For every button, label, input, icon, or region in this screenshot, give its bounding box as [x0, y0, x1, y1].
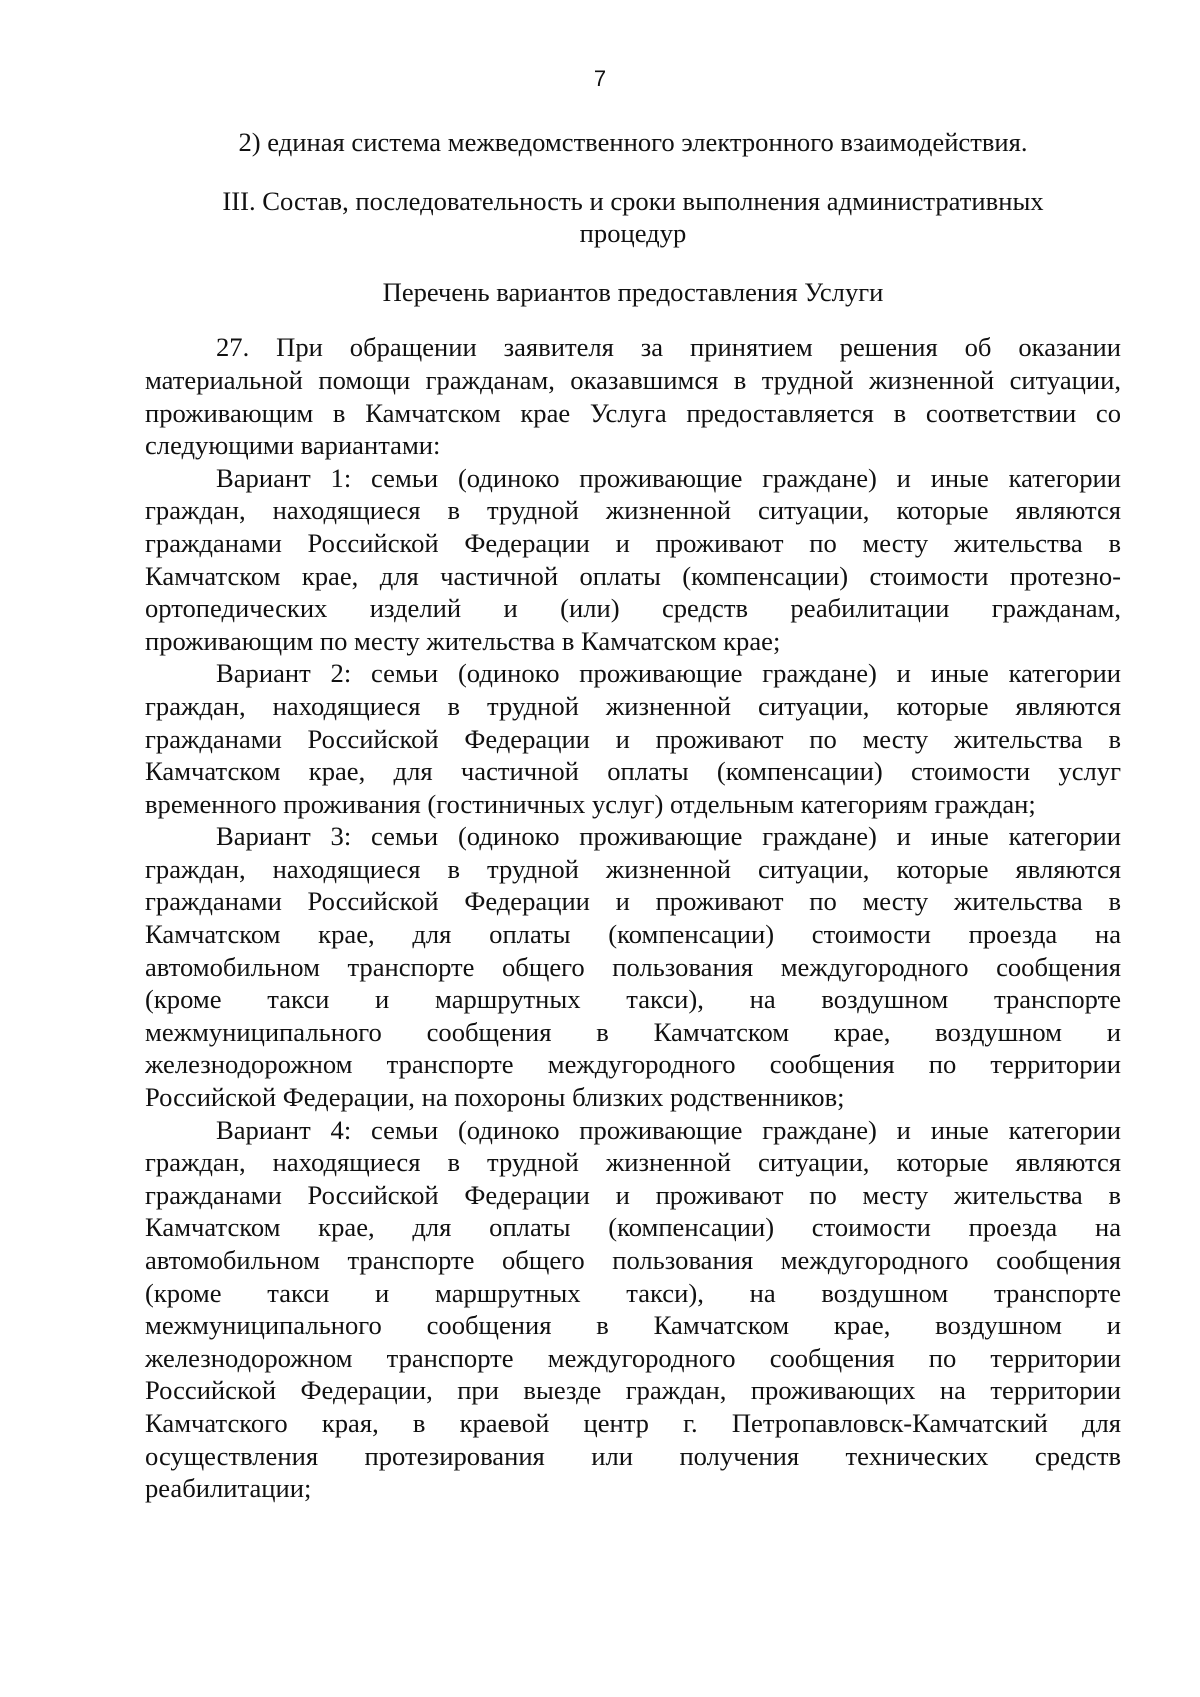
text-line: (кроме такси и маршрутных такси), на воздушном транспорте: [145, 1277, 1121, 1308]
text-line: Вариант 3: семьи (одиноко проживающие граждане) и иные категории: [216, 821, 1121, 852]
variant-3-paragraph: [145, 820, 1121, 1113]
paragraph-27: [145, 331, 1121, 461]
text-line: гражданами Российской Федерации и проживают по месту жительства в: [145, 1179, 1121, 1210]
subsection-heading: Перечень вариантов предоставления Услуги: [382, 276, 884, 307]
page-number: 7: [593, 66, 607, 91]
text-line: Российской Федерации, на похороны близких родственников;: [145, 1082, 845, 1113]
text-line: межмуниципального сообщения в Камчатском крае, воздушном и: [145, 1016, 1121, 1047]
text-line: Камчатском крае, для частичной оплаты (компенсации) стоимости протезно-: [145, 560, 1121, 591]
section-heading-line: процедур: [579, 218, 687, 249]
text-line: 27. При обращении заявителя за принятием решения об оказании: [216, 332, 1121, 363]
document-body: [145, 126, 1121, 1505]
text-line: проживающим по месту жительства в Камчатском крае;: [145, 625, 781, 656]
text-line: железнодорожном транспорте междугородного сообщения по территории: [145, 1049, 1121, 1080]
text-line: автомобильном транспорте общего пользования междугородного сообщения: [145, 1245, 1121, 1275]
section-heading-line: III. Состав, последовательность и сроки выполнения административных: [222, 185, 1044, 216]
text-line: Российской Федерации, при выезде граждан, проживающих на территории: [145, 1375, 1121, 1406]
text-line: временного проживания (гостиничных услуг) отдельным категориям граждан;: [145, 788, 1036, 819]
variant-4-paragraph: [145, 1114, 1121, 1505]
text-line: Камчатском крае, для частичной оплаты (компенсации) стоимости услуг: [145, 756, 1121, 787]
text-line: Камчатском крае, для оплаты (компенсации) стоимости проезда на: [145, 1212, 1121, 1243]
text-line: Вариант 1: семьи (одиноко проживающие граждане) и иные категории: [216, 462, 1121, 493]
text-line: (кроме такси и маршрутных такси), на воздушном транспорте: [145, 984, 1121, 1015]
variant-2-paragraph: [145, 657, 1121, 820]
text-line: реабилитации;: [145, 1473, 312, 1504]
text-line: гражданами Российской Федерации и проживают по месту жительства в: [145, 723, 1121, 754]
text-line: граждан, находящиеся в трудной жизненной ситуации, которые являются: [145, 853, 1121, 884]
text-line: осуществления протезирования или получения технических средств: [145, 1440, 1121, 1471]
text-line: Камчатском крае, для оплаты (компенсации) стоимости проезда на: [145, 919, 1121, 950]
text-line: железнодорожном транспорте междугородного сообщения по территории: [145, 1342, 1121, 1373]
variant-1-paragraph: [145, 462, 1121, 658]
text-line: Камчатского края, в краевой центр г. Петропавловск-Камчатский для: [145, 1407, 1121, 1438]
text-line: проживающим в Камчатском крае Услуга предоставляется в соответствии со: [145, 397, 1121, 428]
text-line: граждан, находящиеся в трудной жизненной ситуации, которые являются: [145, 495, 1121, 526]
text-line: материальной помощи гражданам, оказавшимся в трудной жизненной ситуации,: [145, 364, 1121, 395]
text-line: граждан, находящиеся в трудной жизненной ситуации, которые являются: [145, 1147, 1121, 1178]
text-line: межмуниципального сообщения в Камчатском крае, воздушном и: [145, 1310, 1121, 1341]
text-line: гражданами Российской Федерации и проживают по месту жительства в: [145, 886, 1121, 917]
text-line: ортопедических изделий и (или) средств реабилитации гражданам,: [145, 593, 1121, 624]
text-line: граждан, находящиеся в трудной жизненной ситуации, которые являются: [145, 690, 1121, 721]
text-line: Вариант 2: семьи (одиноко проживающие граждане) и иные категории: [216, 658, 1121, 689]
section-heading: [145, 185, 1121, 250]
list-item-2: 2) единая система межведомственного электронного взаимодействия.: [238, 127, 1028, 157]
text-line: следующими вариантами:: [145, 430, 441, 461]
text-line: автомобильном транспорте общего пользования междугородного сообщения: [145, 951, 1121, 982]
text-line: гражданами Российской Федерации и проживают по месту жительства в: [145, 527, 1121, 558]
text-line: Вариант 4: семьи (одиноко проживающие граждане) и иные категории: [216, 1114, 1121, 1145]
